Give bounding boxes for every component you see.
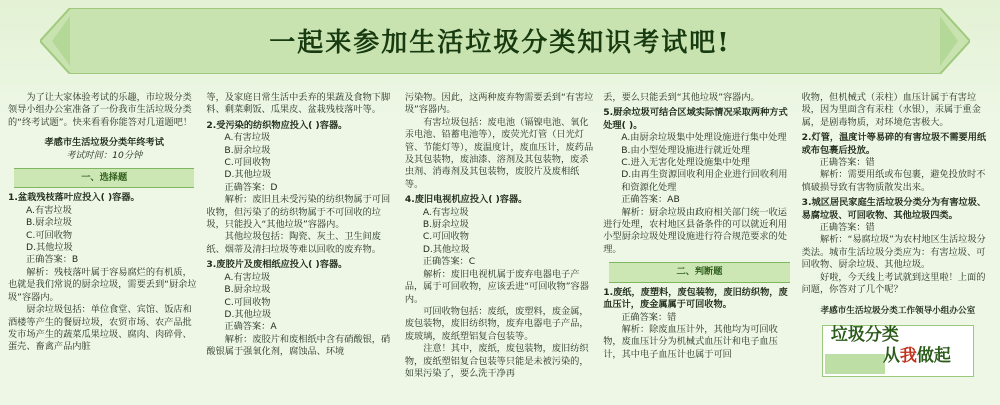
slogan-line-1: 垃圾分类 — [830, 324, 899, 345]
slogan-emphasis: 我 — [899, 345, 917, 366]
paragraph: 有害垃圾包括：废电池（镉镍电池、氧化汞电池、铅蓄电池等），废荧光灯管（日光灯管、节能灯等），废温度计，废血压计，废药品及其包装物，废油漆、溶剂及其包装物，废杀虫剂、消毒剂及其包装物，废胶片及废相纸等。 — [404, 116, 594, 190]
column-2 — [206, 92, 398, 402]
question-2: 2.受污染的纺织物应投入( )容器。 — [206, 119, 348, 131]
explanation: 可回收物包括：废纸，废塑料，废金属，废包装物，废旧纺织物，废弃电器电子产品，废玻璃，废纸塑铝复合包装等。 — [404, 305, 589, 342]
answer: 正确答案：错 — [819, 222, 875, 234]
column-1 — [8, 92, 200, 402]
option: A.有害垃圾 — [26, 204, 72, 216]
option: B.厨余垃圾 — [224, 284, 271, 296]
explanation: 注意！其中，废纸，废包装物，废旧纺织物，废纸塑铝复合包装等只能是未被污染的，如果污染了，要么洗干净再 — [404, 343, 589, 379]
option: B.厨余垃圾 — [224, 144, 271, 156]
paragraph: 丢，要么只能丢到“其他垃圾”容器内。 — [603, 92, 760, 103]
option: B.由小型处理设施进行就近处理 — [621, 144, 750, 156]
question-5: 5.厨余垃圾可结合区域实际情况采取两种方式处理( )。 — [603, 107, 788, 131]
logo-swoosh — [825, 354, 885, 374]
paragraph: 污染物。因此，这两种废弃物需要丢到“有害垃圾”容器内。 — [404, 92, 594, 116]
option: C.可回收物 — [224, 296, 271, 308]
answer: 正确答案：错 — [621, 311, 677, 323]
slogan-line-2 — [882, 345, 951, 366]
explanation: 其他垃圾包括：陶瓷、灰土、卫生间废纸、烟蒂及清扫垃圾等难以回收的废弃物。 — [206, 231, 381, 255]
judge-question-3: 3.城区居民家庭生活垃圾分类分为有害垃圾、易腐垃圾、可回收物、其他垃圾四类。 — [801, 197, 987, 221]
question-1: 1.盆栽残枝落叶应投入( )容器。 — [8, 192, 140, 204]
column-3 — [405, 92, 597, 402]
slogan-word: 做起 — [916, 345, 951, 366]
answer: 正确答案：C — [422, 256, 476, 268]
explanation: 解析：厨余垃圾由政府相关部门统一收运进行处理，农村地区县备条件的可以就近利用小型厨余垃圾处理设施进行符合规范要求的处理。 — [603, 206, 787, 255]
column-4 — [603, 92, 795, 402]
article-columns — [8, 92, 994, 402]
option: C.可回收物 — [26, 229, 73, 241]
closing-paragraph: 好啦，今天线上考试就到这里啦！上面的问题，你答对了几个呢？ — [801, 271, 986, 296]
answer: 正确答案：AB — [621, 194, 680, 206]
option: D.其他垃圾 — [422, 243, 470, 255]
exam-title: 孝感市生活垃圾分类年终考试 — [44, 137, 164, 149]
slogan-word: 从 — [882, 345, 900, 366]
option: A.由厨余垃圾集中处理设施进行集中处理 — [621, 132, 787, 144]
answer: 正确答案：错 — [819, 157, 875, 169]
explanation: 解析：除废血压计外，其他均为可回收物，废血压计分为机械式血压计和电子血压计，其中电子血压计也属于可回 — [603, 323, 778, 360]
option: A.有害垃圾 — [224, 132, 271, 144]
paragraph: 等，及家庭日常生活中丢弃的果蔬及食物下脚料、剩菜剩饭、瓜果皮、盆栽残枝落叶等。 — [206, 92, 391, 116]
page-title: 一起来参加生活垃圾分类知识考试吧! — [269, 28, 731, 58]
explanation: 解析：废旧电视机属于废弃电器电子产品，属于可回收物，应该丢进“可回收物”容器内。 — [404, 268, 589, 305]
explanation: 解析：需要用纸或布包裹，避免投放时不慎破损导致有害物质散发出来。 — [801, 169, 986, 193]
option: A.有害垃圾 — [422, 206, 469, 218]
judge-question-2: 2.灯管，温度计等易碎的有害垃圾不需要用纸或布包裹后投放。 — [801, 132, 987, 156]
option: C.可回收物 — [422, 231, 469, 243]
explanation: 解析：废胶片和废相纸中含有硝酸银，硝酸银属于强氧化剂，腐蚀品、环境 — [206, 333, 391, 358]
organization-signature: 孝感市生活垃圾分类工作领导小组办公室 — [820, 305, 976, 316]
option: C.进入无害化处理设施集中处理 — [621, 157, 750, 169]
answer: 正确答案：A — [224, 321, 277, 333]
explanation: 解析：“易腐垃圾”为农村地区生活垃圾分类法。城市生活垃圾分类应为：有害垃圾、可回收物、厨余垃圾、其他垃圾。 — [801, 234, 986, 271]
section-heading-choice: 一、选择题 — [14, 168, 194, 188]
option: D.其他垃圾 — [224, 169, 272, 181]
question-3: 3.废胶片及废相纸应投入( )容器。 — [206, 259, 348, 271]
exam-time: 考试时间：10分钟 — [66, 149, 143, 161]
slogan-logo — [822, 325, 974, 377]
answer: 正确答案：B — [26, 254, 79, 266]
answer: 正确答案：D — [224, 181, 278, 193]
option: B.厨余垃圾 — [26, 217, 72, 229]
option: D.其他垃圾 — [26, 242, 73, 254]
paragraph: 收物，但机械式（汞柱）血压计属于有害垃圾，因为里面含有汞柱（水银），汞属于重金属，是剧毒物质，对环境危害极大。 — [801, 92, 981, 128]
explanation: 解析：残枝落叶属于容易腐烂的有机质，也就是我们常说的厨余垃圾，需要丢到“厨余垃圾”容器内。 — [8, 266, 197, 303]
judge-question-1: 1.废纸，废塑料，废包装物，废旧纺织物，废血压计，废金属属于可回收物。 — [603, 286, 788, 311]
question-4: 4.废旧电视机应投入( )容器。 — [404, 194, 528, 206]
intro-paragraph: 为了让大家体验考试的乐趣，市垃圾分类领导小组办公室准备了一份我市生活垃圾分类的“终考试题”。快来看看你能答对几道题吧！ — [8, 92, 193, 128]
section-heading-judge: 二、判断题 — [609, 262, 789, 282]
option: D.其他垃圾 — [224, 308, 272, 320]
option: D.由再生资源回收利用企业进行回收利用和资源化处理 — [621, 169, 788, 193]
column-5 — [802, 92, 994, 402]
explanation: 解析：废旧且未受污染的纺织物属于可回收物，但污染了的纺织物属于不可回收的垃圾，只能投入“其他垃圾”容器内。 — [206, 194, 391, 231]
option: A.有害垃圾 — [224, 271, 271, 283]
option: B.厨余垃圾 — [422, 219, 469, 231]
option: C.可回收物 — [224, 157, 271, 169]
explanation: 厨余垃圾包括：单位食堂、宾馆、饭店和酒楼等产生的餐厨垃圾，农贸市场、农产品批发市场产生的蔬菜瓜果垃圾、腐肉、肉碎骨、蛋壳、畜禽产品内脏 — [8, 304, 192, 353]
